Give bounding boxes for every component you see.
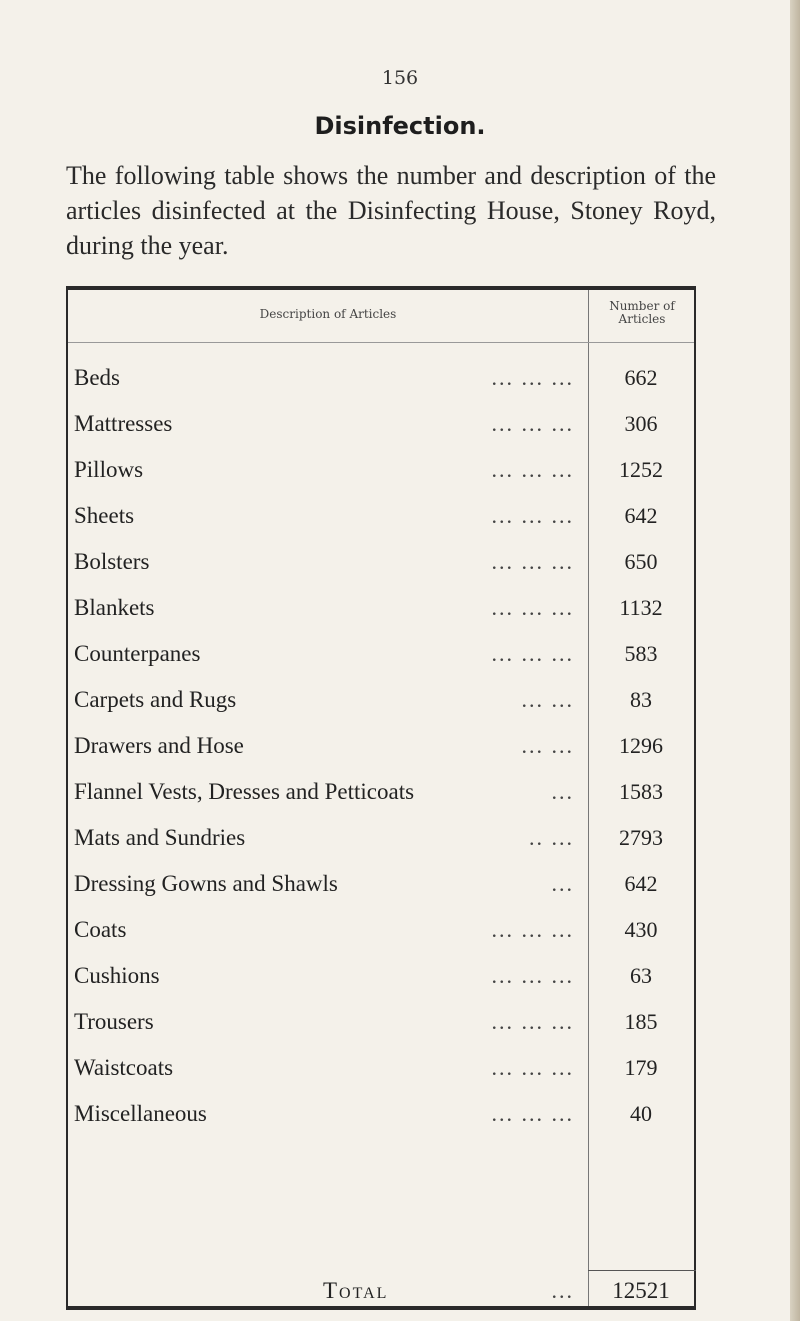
table-row [68,450,694,496]
row-value: 2793 [619,825,663,850]
row-value: 63 [630,963,652,988]
table-row [68,496,694,542]
row-leaders: ... [551,779,574,804]
table-row [68,542,694,588]
row-value: 179 [624,1055,658,1080]
row-leaders: ... ... ... [491,641,574,666]
row-leaders: ... ... ... [491,549,574,574]
row-leaders: ... ... ... [491,411,574,436]
row-value: 650 [624,549,658,574]
table-row [68,910,694,956]
table-row [68,588,694,634]
row-value: 662 [624,365,658,390]
intro-paragraph: The following table shows the number and description of the articles disinfected at the Disinfecting House, Stoney Royd, during the year. [66,161,716,260]
table-row [68,680,694,726]
row-label: Pillows [74,457,144,482]
table-row [68,358,694,404]
table-row [68,1048,694,1094]
header-number: Number of Articles [609,299,675,326]
row-value: 1252 [619,457,663,482]
row-label: Coats [74,917,127,942]
table-row [68,634,694,680]
sum-rule [588,1270,696,1271]
row-value: 306 [624,411,658,436]
row-value: 430 [624,917,658,942]
row-leaders: .. ... [529,825,574,850]
total-label: Total [323,1278,389,1303]
row-label: Trousers [74,1009,154,1034]
row-label: Cushions [74,963,160,988]
total-leaders: ... [551,1278,574,1303]
row-value: 642 [624,871,658,896]
table-row [68,818,694,864]
row-leaders: ... ... ... [491,963,574,988]
table-body [68,358,694,1140]
table-row [68,1094,694,1140]
row-value: 83 [630,687,652,712]
total-value: 12521 [612,1278,670,1303]
row-label: Flannel Vests, Dresses and Petticoats [74,779,415,804]
row-label: Beds [74,365,120,390]
row-label: Waistcoats [74,1055,174,1080]
row-leaders: ... ... ... [491,595,574,620]
table-row [68,772,694,818]
row-value: 185 [624,1009,658,1034]
table-row [68,726,694,772]
row-value: 40 [630,1101,652,1126]
row-value: 1296 [619,733,663,758]
row-label: Blankets [74,595,155,620]
row-leaders: ... ... ... [491,503,574,528]
row-value: 583 [624,641,658,666]
row-value: 1132 [619,595,663,620]
row-label: Carpets and Rugs [74,687,237,712]
table-row [68,404,694,450]
row-value: 642 [624,503,658,528]
row-leaders: ... ... ... [491,457,574,482]
row-label: Bolsters [74,549,150,574]
row-label: Dressing Gowns and Shawls [74,871,338,896]
page-number: 156 [381,67,419,89]
row-label: Drawers and Hose [74,733,244,758]
table-row [68,956,694,1002]
row-leaders: ... ... ... [491,1055,574,1080]
row-leaders: ... ... ... [491,917,574,942]
row-label: Sheets [74,503,135,528]
row-leaders: ... ... [521,733,574,758]
row-leaders: ... ... ... [491,365,574,390]
header-rule [68,342,694,343]
row-label: Mats and Sundries [74,825,246,850]
row-label: Counterpanes [74,641,201,666]
row-leaders: ... ... ... [491,1009,574,1034]
total-row [68,1275,694,1307]
row-leaders: ... [551,871,574,896]
row-leaders: ... ... ... [491,1101,574,1126]
header-description: Description of Articles [259,307,397,321]
disinfection-table [66,288,696,1308]
page-edge [790,0,800,1321]
page-title: Disinfection. [314,112,486,140]
table-row [68,864,694,910]
table-row [68,1002,694,1048]
row-leaders: ... ... [521,687,574,712]
row-label: Miscellaneous [74,1101,207,1126]
row-value: 1583 [619,779,663,804]
row-label: Mattresses [74,411,173,436]
